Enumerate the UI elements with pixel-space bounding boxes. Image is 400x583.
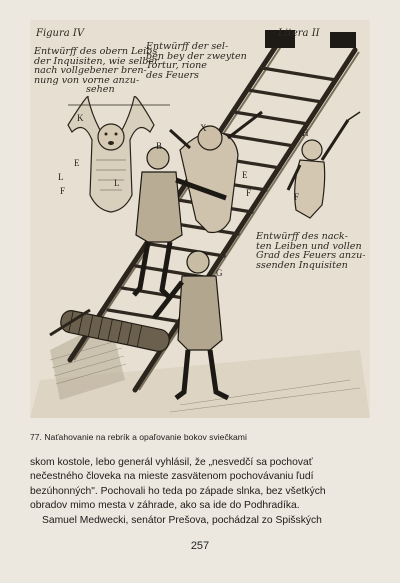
note-bottom-right bbox=[256, 232, 366, 270]
note-line: ben bey der zweyten bbox=[146, 50, 247, 62]
note-line: nach vollgebener bren- bbox=[34, 65, 147, 77]
note-line: der Inquisiten, wie selber bbox=[34, 55, 159, 67]
note-line: des Feuers bbox=[146, 69, 199, 81]
text-line: nečestného človeka na mieste zasvätenom pochovávaniu ľudí bbox=[30, 471, 314, 483]
text-line: Samuel Medwecki, senátor Prešova, pochádzal zo Spišských bbox=[42, 514, 322, 526]
figure-left-label: Figura IV bbox=[36, 28, 85, 39]
text-line: bezúhonných". Pochovali ho teda po západe slnka, bez všetkých bbox=[30, 485, 326, 497]
figure-letter: F bbox=[246, 188, 252, 198]
figure-letter: G bbox=[216, 268, 223, 278]
note-line: Tortur, rione bbox=[146, 60, 207, 72]
note-line: Entwürff des nack- bbox=[256, 231, 348, 242]
note-line: sehen bbox=[86, 84, 115, 96]
figure-letter: F bbox=[294, 192, 300, 202]
figure-caption: 77. Naťahovanie na rebrík a opaľovanie bokov sviečkami bbox=[30, 432, 247, 442]
note-line: Grad des Feuers anzu- bbox=[256, 250, 366, 262]
figure-letter: L bbox=[114, 178, 120, 188]
body-text bbox=[30, 456, 375, 528]
note-top-center bbox=[146, 42, 247, 80]
figure-letter: B bbox=[156, 141, 163, 151]
figure-letter: F bbox=[60, 186, 66, 196]
figure-letter: X bbox=[200, 123, 207, 133]
note-line: ten Leiben und vollen bbox=[256, 240, 362, 252]
page-number: 257 bbox=[190, 540, 210, 552]
figure-letter: H bbox=[302, 128, 309, 138]
note-line: Entwürff der sel- bbox=[146, 41, 229, 52]
note-line: Entwürff des obern Leibs bbox=[34, 46, 158, 57]
note-line: ssenden Inquisiten bbox=[256, 259, 348, 271]
text-line: skom kostole, lebo generál vyhlásil, že „nesvedčí sa pochovať bbox=[30, 457, 313, 468]
engraving-illustration bbox=[30, 20, 370, 418]
figure-letter: E bbox=[242, 170, 248, 180]
figure-letter: K bbox=[77, 113, 84, 123]
figure-letter: E bbox=[74, 158, 80, 168]
figure-letter: L bbox=[58, 172, 64, 182]
figure-right-label: Litera II bbox=[278, 28, 320, 39]
note-top-left bbox=[34, 47, 159, 95]
text-line: obradov mimo mesta v záhrade, ako sa ide do Podhradíka. bbox=[30, 500, 300, 512]
note-line: nung von vorne anzu- bbox=[34, 74, 140, 86]
